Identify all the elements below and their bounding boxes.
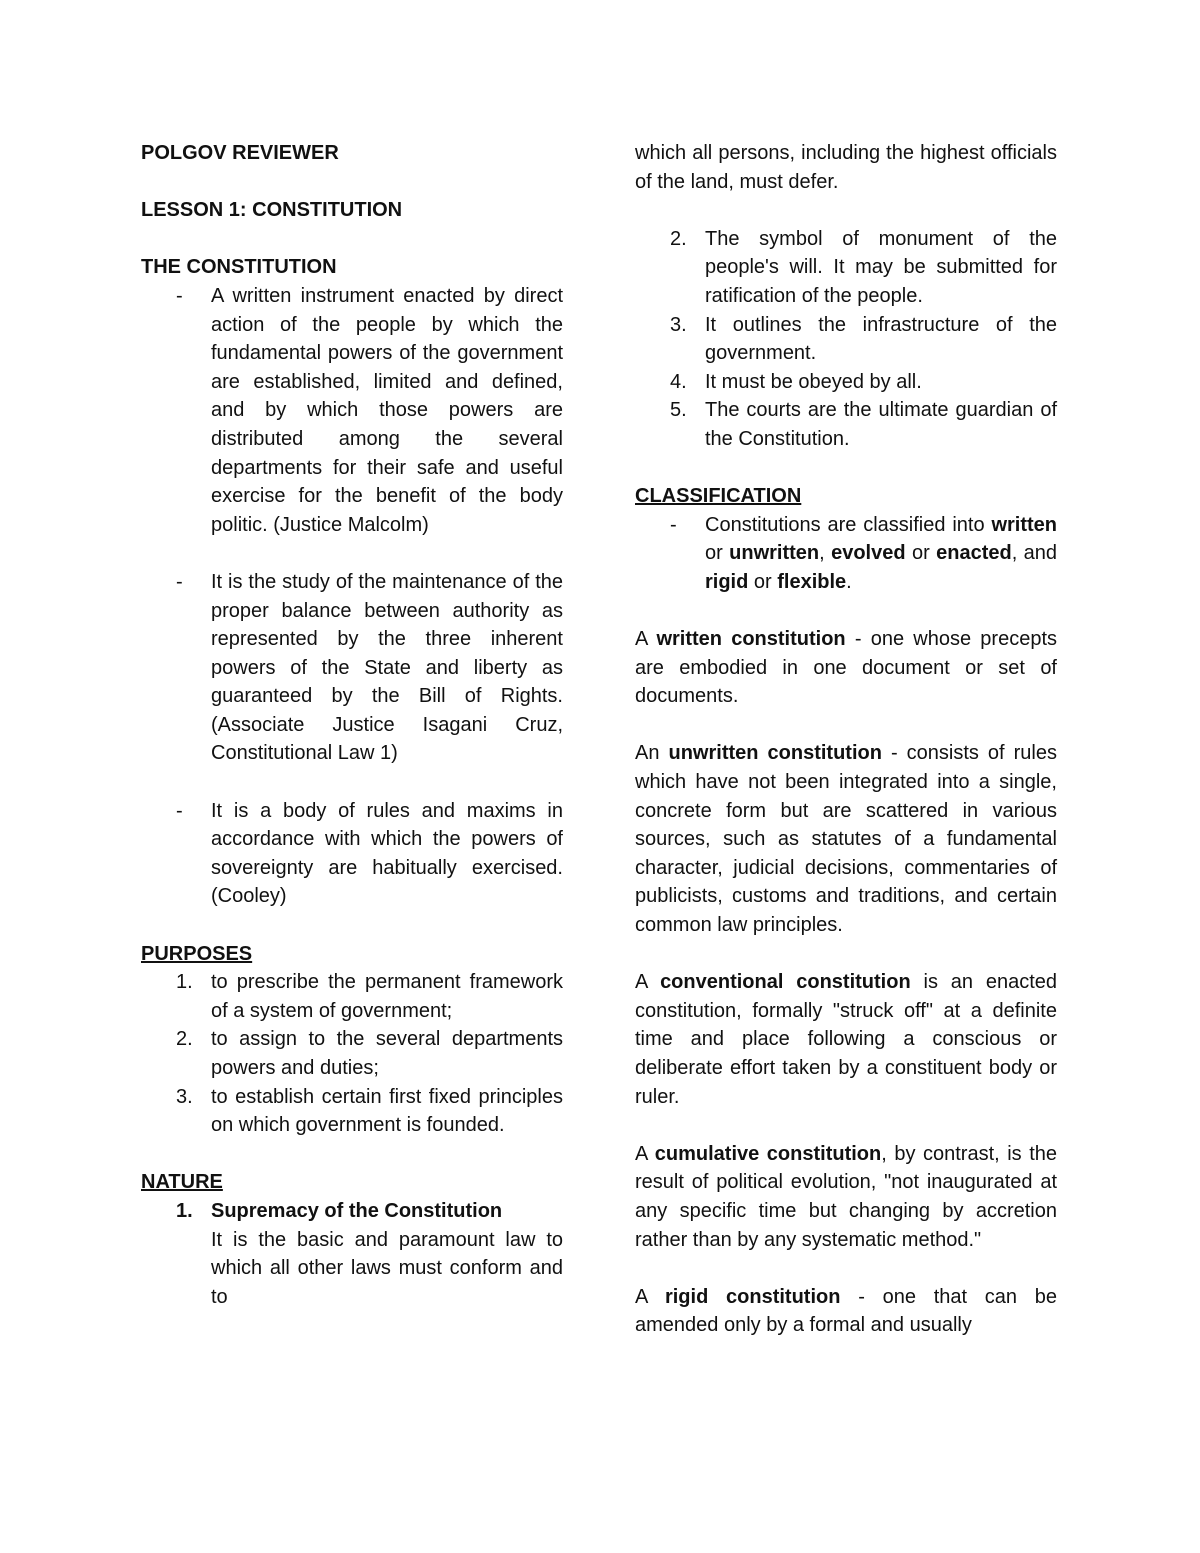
text-part: A [635,628,657,651]
text-part: An [635,742,669,765]
definition-cumulative [635,1140,1057,1254]
text-part: Constitutions are classified into [705,513,992,536]
number-marker: 3. [670,313,687,336]
defined-term: conventional constitution [660,971,911,994]
nature-item-2 [635,225,1057,311]
constitution-definition-3 [141,797,563,911]
nature-text: The courts are the ultimate guardian of the Constitution. [705,399,1057,450]
term-enacted: enacted [936,542,1012,565]
defined-term: written constitution [656,628,846,651]
nature-item-continuation: which all persons, including the highest officials of the land, must defer. [635,142,1057,193]
number-marker: 5. [670,399,687,422]
term-unwritten: unwritten [729,542,820,565]
number-marker: 2. [670,227,687,250]
text-part: , [819,542,832,565]
number-marker: 1. [176,1199,193,1222]
dash-marker: - [176,570,183,593]
dash-marker: - [176,799,183,822]
classification-bullet [635,511,1057,597]
purpose-item-1 [141,968,563,1025]
nature-item-4 [635,368,1057,397]
nature-item-title: Supremacy of the Constitution [211,1199,503,1222]
constitution-definition-2 [141,568,563,768]
nature-text: The symbol of monument of the people's will. It may be submitted for ratification of the people. [705,227,1057,307]
definition-conventional [635,968,1057,1111]
number-marker: 3. [176,1085,193,1108]
right-column [635,139,1057,1340]
definition-text: It is the study of the maintenance of the proper balance between authority as represented by the three inherent powers of the State and liberty as guaranteed by the Bill of Rights. (Associate Justice Isagani Cruz, Constitutional Law 1) [211,570,563,765]
nature-item-5 [635,396,1057,453]
defined-term: rigid constitution [664,1285,841,1308]
text-part: - one whose precepts are embodied in one document or set of documents. [635,628,1058,708]
classification-heading: CLASSIFICATION [635,485,802,508]
lesson-title: LESSON 1: CONSTITUTION [141,199,403,222]
text-part: A [635,971,661,994]
left-column [141,139,563,1311]
number-marker: 1. [176,971,193,994]
purpose-text: to establish certain first fixed principles on which government is founded. [211,1085,563,1137]
text-part: - consists of rules which have not been integrated into a single, concrete form but are scattered in various sources, such as statutes of a fundamental character, judicial decisions, commentaries of publicists, customs and traditions, and certain common law principles. [635,742,1057,937]
nature-item-text: It is the basic and paramount law to which all other laws must conform and to [211,1228,563,1308]
text-part: is an enacted constitution, formally "struck off" at a definite time and place following a conscious or deliberate effort taken by a constituent body or ruler. [635,971,1057,1108]
text-part: or [705,542,730,565]
dash-marker: - [670,513,677,536]
text-part: A [635,1285,665,1308]
defined-term: unwritten constitution [668,742,882,765]
dash-marker: - [176,284,183,307]
defined-term: cumulative constitution [654,1142,882,1165]
text-part: or [748,570,778,593]
constitution-heading: THE CONSTITUTION [141,256,337,279]
definition-written [635,625,1057,711]
definition-text: It is a body of rules and maxims in accordance with which the powers of sovereignty are habitually exercised. (Cooley) [211,799,563,908]
number-marker: 2. [176,1028,193,1051]
number-marker: 4. [670,370,687,393]
nature-item-1 [141,1197,563,1311]
term-written: written [991,513,1057,536]
nature-text: It outlines the infrastructure of the government. [705,313,1057,365]
term-rigid: rigid [705,570,749,593]
document-title: POLGOV REVIEWER [141,142,339,164]
nature-item-3 [635,311,1057,368]
text-part: A [635,1142,655,1165]
term-evolved: evolved [831,542,906,565]
term-flexible: flexible [777,570,847,593]
purpose-text: to assign to the several departments powers and duties; [211,1028,563,1079]
definition-rigid [635,1283,1057,1340]
text-part: or [905,542,937,565]
text-part: , and [1011,542,1057,565]
definition-text: A written instrument enacted by direct action of the people by which the fundamental powers of the government are established, limited and defined, and by which those powers are distributed among the several departments for their safe and useful exercise for the benefit of the body politic. (Justice Malcolm) [211,284,563,536]
classification-text [705,514,1057,593]
constitution-definition-1 [141,282,563,539]
purpose-item-3 [141,1083,563,1140]
purposes-heading: PURPOSES [141,942,253,965]
purpose-item-2 [141,1025,563,1082]
text-part: . [846,570,852,593]
nature-heading: NATURE [141,1171,223,1194]
purpose-text: to prescribe the permanent framework of a system of government; [211,971,563,1022]
definition-unwritten [635,739,1057,939]
nature-text: It must be obeyed by all. [705,370,922,393]
text-part: - one that can be amended only by a formal and usually [635,1285,1058,1337]
text-part: , by contrast, is the result of political evolution, "not inaugurated at any specific time but changing by accretion rather than by any systematic method." [635,1142,1058,1251]
